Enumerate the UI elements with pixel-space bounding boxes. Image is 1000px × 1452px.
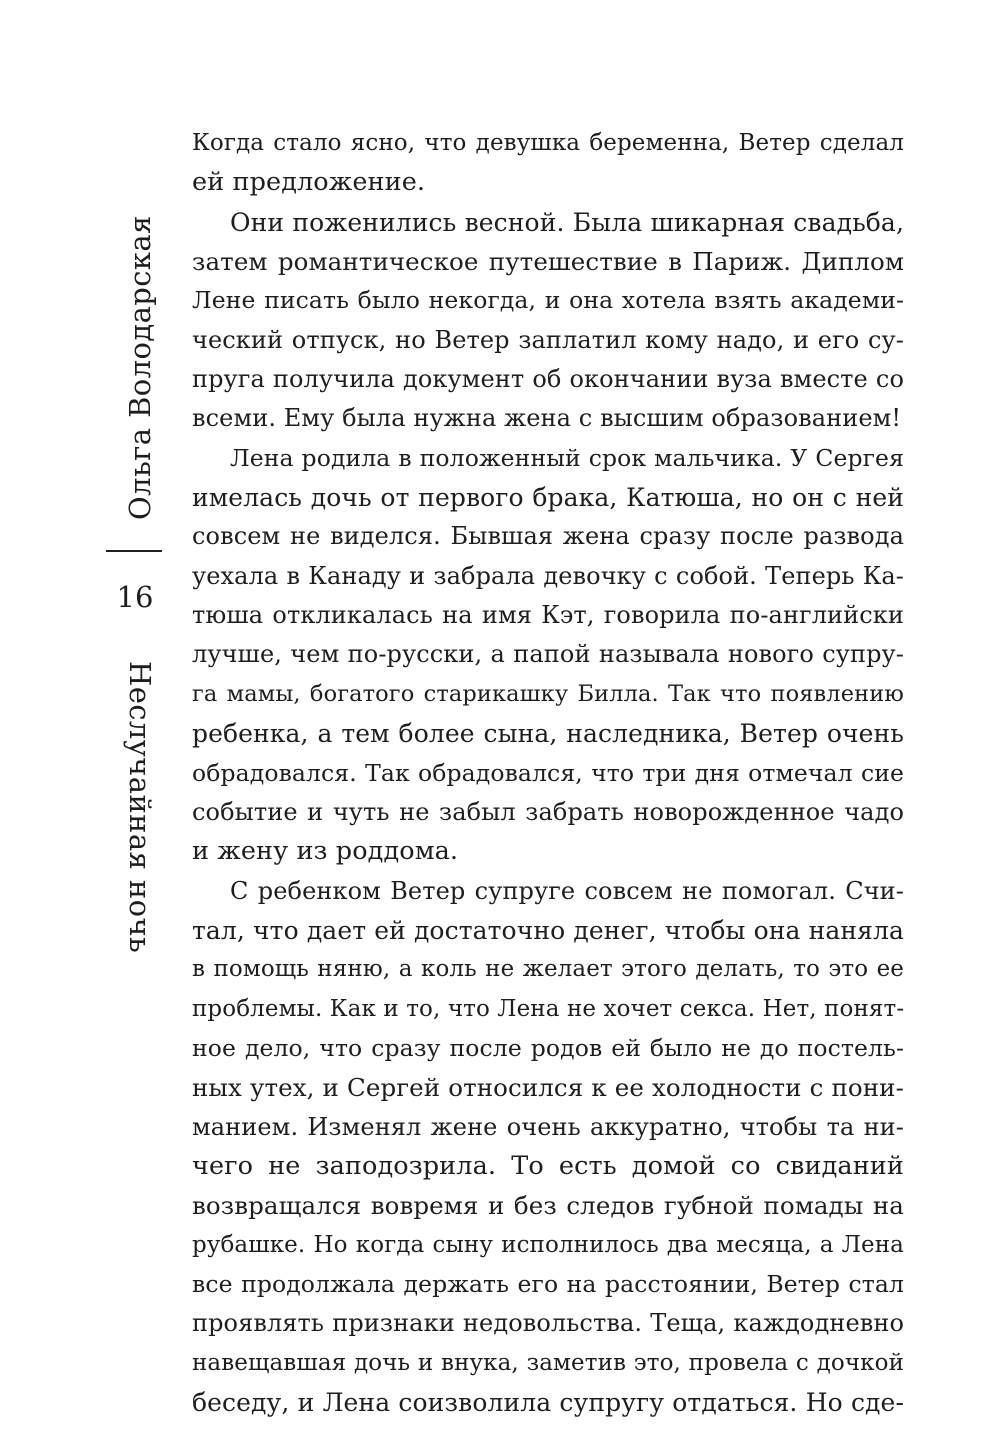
text-line: беседу, и Лена соизволила супругу отдаться. Но сде- [192,1388,904,1417]
paragraph [192,203,904,439]
text-line: га мамы, богатого старикашку Билла. Так что появлению [192,680,904,707]
text-line: Они поженились весной. Была шикарная свадьба, [230,207,904,237]
text-line: имелась дочь от первого брака, Катюша, но он с ней [192,483,904,513]
text-line: рубашке. Но когда сыну исполнилось два месяца, а Лена [192,1231,904,1258]
running-header [100,215,180,970]
text-line: ное дело, что сразу после родов ей было не до постель- [192,1033,904,1062]
text-line: ных утех, и Сергей относился к ее холодности с пони- [192,1073,904,1103]
page-number: 16 [116,580,154,614]
paragraph [192,124,904,203]
text-line: Когда стало ясно, что девушка беременна, Ветер сделал [192,130,904,156]
text-line: Лене писать было некогда, и она хотела взять академи- [192,286,904,315]
text-line: и жену из роддома. [192,836,459,867]
text-line: все продолжала держать его на расстоянии, Ветер стал [192,1269,904,1298]
text-line: событие и чуть не забыл забрать новорожденное чадо [192,797,904,826]
text-line: ребенка, а тем более сына, наследника, Ветер очень [192,719,904,749]
text-line: пруга получила документ об окончании вуза вместе со [192,365,904,394]
paragraph [192,439,904,872]
text-line: чего не заподозрила. То есть домой со свиданий [192,1150,904,1181]
book-title: Неслучайная ночь [123,660,157,954]
paragraph [192,872,904,1423]
text-line: навещавшая дочь и внука, заметив это, провела с дочкой [192,1349,904,1376]
text-line: всеми. Ему была нужна жена с высшим образованием! [192,404,902,433]
body-text [192,124,904,1422]
text-line: тюша откликалась на имя Кэт, говорила по-английски [192,601,904,630]
text-line: затем романтическое путешествие в Париж. Диплом [192,247,904,277]
text-line: тал, что дает ей достаточно денег, чтобы она наняла [192,915,904,945]
text-line: проявлять признаки недовольства. Теща, каждодневно [192,1309,904,1338]
text-line: проблемы. Как и то, что Лена не хочет секса. Нет, понят- [192,995,905,1022]
text-line: С ребенком Ветер супруге совсем не помогал. Счи- [230,876,904,905]
text-line: в помощь няню, а коль не желает этого делать, то это ее [192,956,904,983]
text-line: совсем не виделся. Бывшая жена сразу после развода [192,522,904,551]
text-line: ческий отпуск, но Ветер заплатил кому надо, и его су- [192,325,904,354]
text-line: лучше, чем по-русски, а папой называла нового супру- [192,640,904,669]
text-line: обрадовался. Так обрадовался, что три дня отмечал сие [192,758,904,787]
author-name: Ольга Володарская [123,215,157,520]
header-divider [106,550,162,552]
text-line: манием. Изменял жене очень аккуратно, чтобы та ни- [192,1112,904,1141]
text-line: Лена родила в положенный срок мальчика. У Сергея [230,443,904,472]
text-line: возвращался вовремя и без следов губной помады на [192,1191,904,1221]
text-line: уехала в Канаду и забрала девочку с собой. Теперь Ка- [192,561,904,590]
text-line: ей предложение. [192,167,426,198]
